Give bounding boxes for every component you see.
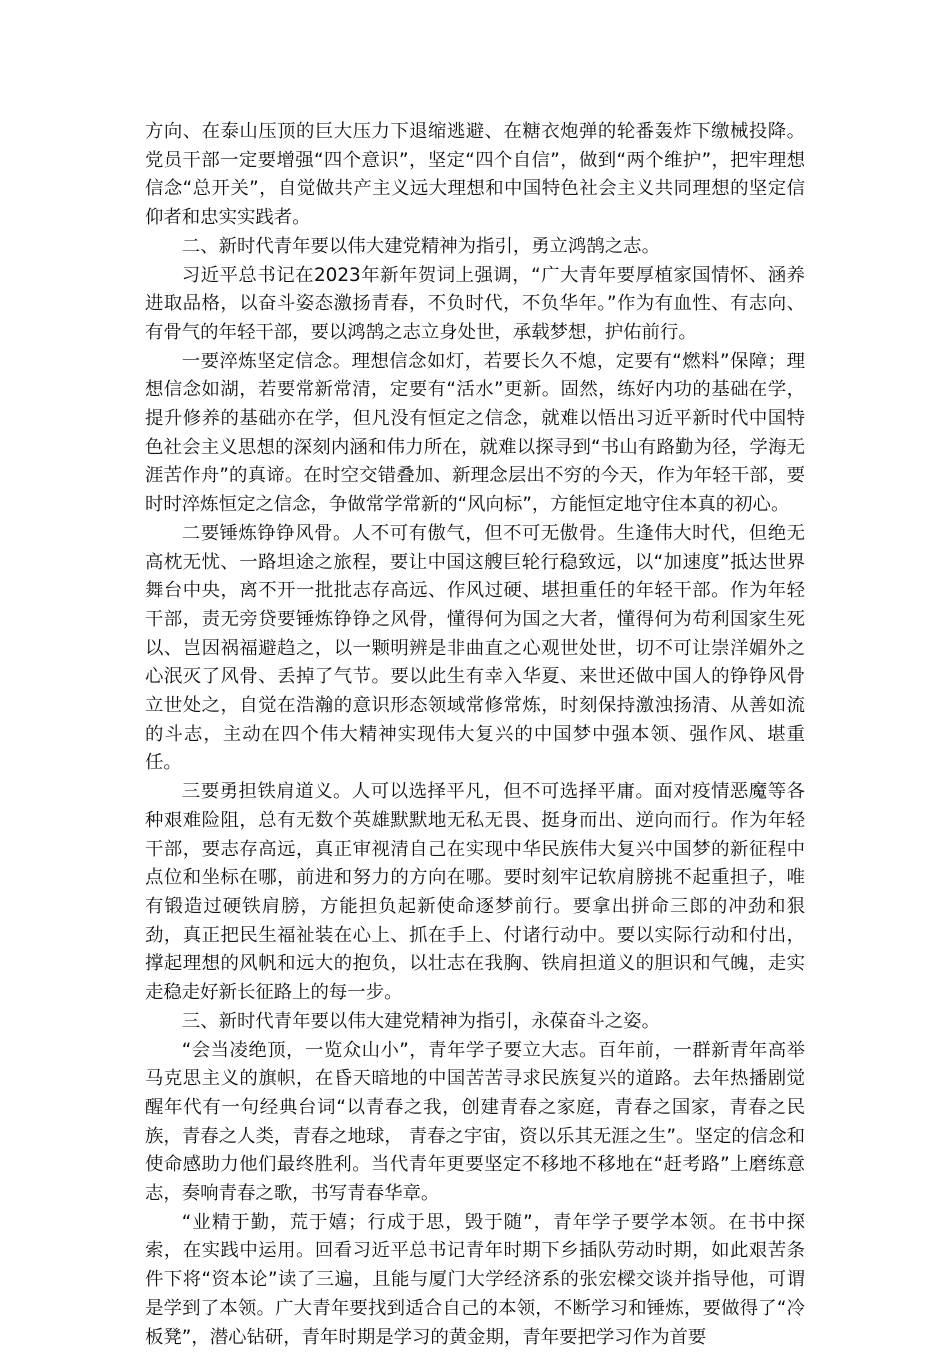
paragraph: “业精于勤，荒于嬉；行成于思，毁于随”，青年学子要学本领。在书中探索，在实践中运用。回看习近平总书记青年时期下乡插队劳动时期，如此艰苦条件下将“资本论”读了三遍，且能与厦门大学经济系的张宏樑交谈并指导他，可谓是学到了本领。广大青年要找到适合自己的本领，不断学习和锤炼，要做得了“冷板凳”，潜心钻研，青年时期是学习的黄金期，青年要把学习作为首要	[145, 1211, 805, 1348]
paragraph: 三要勇担铁肩道义。人可以选择平凡，但不可选择平庸。面对疫情恶魔等各种艰难险阻，总有无数个英雄默默地无私无畏、挺身而出、逆向而行。作为年轻干部，要志存高远，真正审视清自己在实现中华民族伟大复兴中国梦的新征程中点位和坐标在哪，前进和努力的方向在哪。要时刻牢记软肩膀挑不起重担子，唯有锻造过硬铁肩膀，方能担负起新使命逐梦前行。要拿出拼命三郎的冲劲和狠劲，真正把民生福祉装在心上、抓在手上、付诸行动中。要以实际行动和付出，撑起理想的风帆和远大的抱负，以壮志在我胸、铁肩担道义的胆识和气魄，走实走稳走好新长征路上的每一步。	[145, 781, 805, 1004]
paragraph-continued: 方向、在泰山压顶的巨大压力下退缩逃避、在糖衣炮弹的轮番轰炸下缴械投降。党员干部一定要增强“四个意识”，坚定“四个自信”，做到“两个维护”，把牢理想信念“总开关”，自觉做共产主义远大理想和中国特色社会主义共同理想的坚定信仰者和忠实实践者。	[145, 121, 805, 229]
paragraph: 二要锤炼铮铮风骨。人不可有傲气，但不可无傲骨。生逢伟大时代，但绝无高枕无忧、一路坦途之旅程，要让中国这艘巨轮行稳致远，以“加速度”抵达世界舞台中央，离不开一批批志存高远、作风过硬、堪担重任的年轻干部。作为年轻干部，责无旁贷要锤炼铮铮之风骨，懂得何为国之大者，懂得何为苟利国家生死以、岂因祸福避趋之，以一颗明辨是非曲直之心观世处世，切不可让崇洋媚外之心泯灭了风骨、丢掉了气节。要以此生有幸入华夏、来世还做中国人的铮铮风骨立世处之，自觉在浩瀚的意识形态领域常修常炼，时刻保持激浊扬清、从善如流的斗志，主动在四个伟大精神实现伟大复兴的中国梦中强本领、强作风、堪重任。	[145, 522, 805, 774]
paragraph: “会当凌绝顶，一览众山小”，青年学子要立大志。百年前，一群新青年高举马克思主义的旗帜，在昏天暗地的中国苦苦寻求民族复兴的道路。去年热播剧觉醒年代有一句经典台词“以青春之我，创建青春之家庭，青春之国家，青春之民族，青春之人类，青春之地球， 青春之宇宙，资以乐其无涯之生”。坚定的信念和使命感助力他们最终胜利。当代青年更要坚定不移地不移地在“赶考路”上磨练意志，奏响青春之歌，书写青春华章。	[145, 1039, 805, 1205]
section-heading-two: 二、新时代青年要以伟大建党精神为指引，勇立鸿鹄之志。	[181, 235, 660, 257]
paragraph: 习近平总书记在2023年新年贺词上强调，“广大青年要厚植家国情怀、涵养进取品格，以奋斗姿态激扬青春，不负时代，不负华年。”作为有血性、有志向、有骨气的年轻干部，要以鸿鹄之志立身处世，承载梦想，护佑前行。	[145, 264, 805, 343]
paragraph: 一要淬炼坚定信念。理想信念如灯，若要长久不熄，定要有“燃料”保障；理想信念如湖，若要常新常清，定要有“活水”更新。固然，练好内功的基础在学，提升修养的基础亦在学，但凡没有恒定之信念，就难以悟出习近平新时代中国特色社会主义思想的深刻内涵和伟力所在，就难以探寻到“书山有路勤为径，学海无涯苦作舟”的真谛。在时空交错叠加、新理念层出不穷的今天，作为年轻干部，要时时淬炼恒定之信念，争做常学常新的“风向标”，方能恒定地守住本真的初心。	[145, 350, 805, 516]
document-body	[145, 118, 805, 1352]
section-heading-three: 三、新时代青年要以伟大建党精神为指引，永葆奋斗之姿。	[181, 1010, 660, 1032]
